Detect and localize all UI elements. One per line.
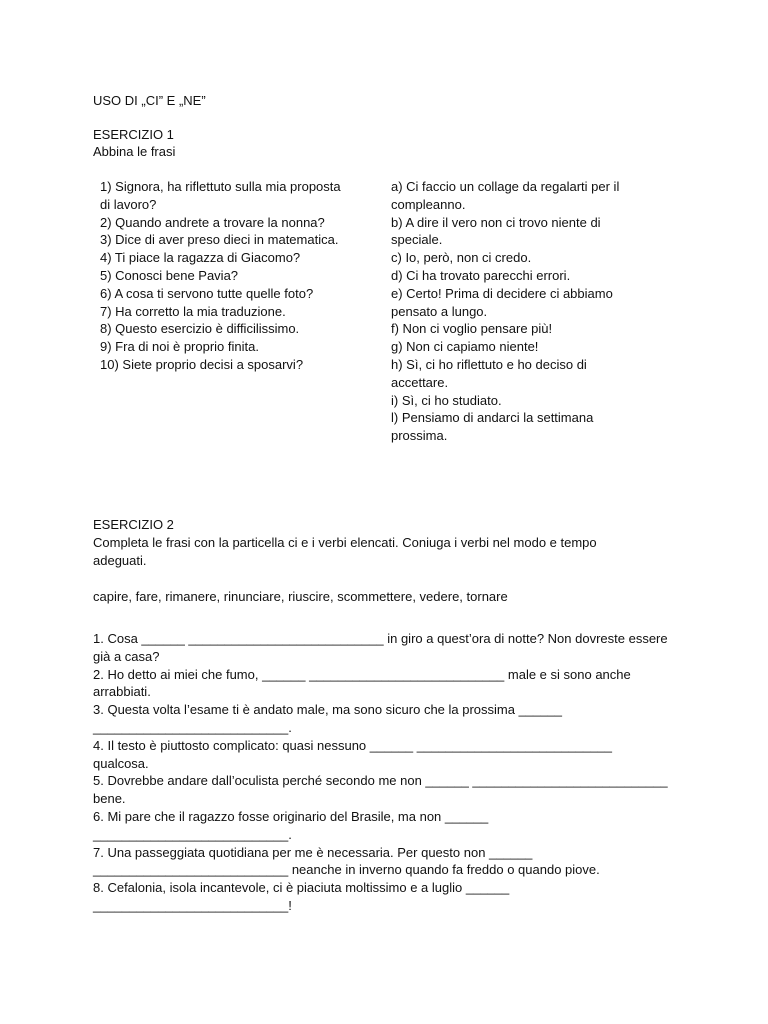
sentence-line: 6. Mi pare che il ragazzo fosse originario del Brasile, ma non ______: [93, 808, 489, 824]
exercise-2-sentences: [93, 630, 668, 915]
answer-line: compleanno.: [391, 196, 466, 212]
answer-line: g) Non ci capiamo niente!: [391, 339, 539, 355]
answer-line: h) Sì, ci ho riflettuto e ho deciso di: [391, 356, 587, 372]
question-line: 3) Dice di aver preso dieci in matematica.: [100, 232, 339, 248]
question-line: 10) Siete proprio decisi a sposarvi?: [100, 356, 304, 372]
answer-line: i) Sì, ci ho studiato.: [391, 392, 502, 408]
exercise-1-instruction: Abbina le frasi: [93, 144, 176, 159]
verb-list: capire, fare, rimanere, rinunciare, riuscire, scommettere, vedere, tornare: [93, 589, 508, 604]
question-line: di lavoro?: [100, 196, 157, 212]
answer-line: speciale.: [391, 232, 443, 248]
answer-line: c) Io, però, non ci credo.: [391, 250, 532, 266]
sentence-line: già a casa?: [93, 648, 160, 664]
answer-line: d) Ci ha trovato parecchi errori.: [391, 267, 571, 283]
sentence-line: 4. Il testo è piuttosto complicato: quasi nessuno ______ ___________________________: [93, 737, 612, 753]
question-line: 6) A cosa ti servono tutte quelle foto?: [100, 285, 314, 301]
question-line: 2) Quando andrete a trovare la nonna?: [100, 214, 325, 230]
answer-line: prossima.: [391, 428, 448, 444]
question-line: 7) Ha corretto la mia traduzione.: [100, 303, 286, 319]
sentence-line: arrabbiati.: [93, 684, 151, 700]
answer-line: f) Non ci voglio pensare più!: [391, 321, 553, 337]
sentence-line: qualcosa.: [93, 755, 149, 771]
question-line: 4) Ti piace la ragazza di Giacomo?: [100, 250, 301, 266]
exercise-1-heading: ESERCIZIO 1: [93, 127, 174, 142]
question-line: 9) Fra di noi è proprio finita.: [100, 339, 259, 355]
sentence-line: 1. Cosa ______ ___________________________ in giro a quest’ora di notte? Non dovreste essere: [93, 631, 668, 646]
question-line: 5) Conosci bene Pavia?: [100, 267, 239, 283]
sentence-line: ___________________________!: [93, 897, 292, 913]
question-line: 1) Signora, ha riflettuto sulla mia proposta: [100, 179, 341, 194]
sentence-line: 5. Dovrebbe andare dall’oculista perché secondo me non ______ ___________________________: [93, 773, 668, 789]
answer-line: b) A dire il vero non ci trovo niente di: [391, 214, 601, 230]
answer-line: accettare.: [391, 374, 449, 390]
answer-line: l) Pensiamo di andarci la settimana: [391, 410, 594, 426]
exercise-2-heading: ESERCIZIO 2: [93, 517, 174, 532]
question-line: 8) Questo esercizio è difficilissimo.: [100, 321, 300, 337]
exercise-2-instruction: Completa le frasi con la particella ci e i verbi elencati. Coniuga i verbi nel modo e tempo: [93, 535, 597, 550]
sentence-line: 2. Ho detto ai miei che fumo, ______ ___________________________ male e si sono anche: [93, 666, 631, 682]
sentence-line: ___________________________ neanche in inverno quando fa freddo o quando piove.: [93, 862, 600, 878]
exercise-2-instruction-cont: adeguati.: [93, 553, 147, 568]
exercise-1-questions: [100, 178, 341, 374]
answer-line: e) Certo! Prima di decidere ci abbiamo: [391, 285, 613, 301]
sentence-line: 3. Questa volta l’esame ti è andato male, ma sono sicuro che la prossima ______: [93, 702, 562, 718]
sentence-line: ___________________________.: [93, 826, 292, 842]
document-title: USO DI „CI” E „NE”: [93, 93, 206, 108]
answer-line: pensato a lungo.: [391, 303, 488, 319]
sentence-line: bene.: [93, 791, 126, 807]
sentence-line: 8. Cefalonia, isola incantevole, ci è piaciuta moltissimo e a luglio ______: [93, 880, 510, 896]
sentence-line: 7. Una passeggiata quotidiana per me è necessaria. Per questo non ______: [93, 844, 533, 860]
exercise-1-answers: [391, 178, 619, 445]
sentence-line: ___________________________.: [93, 719, 292, 735]
answer-line: a) Ci faccio un collage da regalarti per il: [391, 179, 620, 194]
